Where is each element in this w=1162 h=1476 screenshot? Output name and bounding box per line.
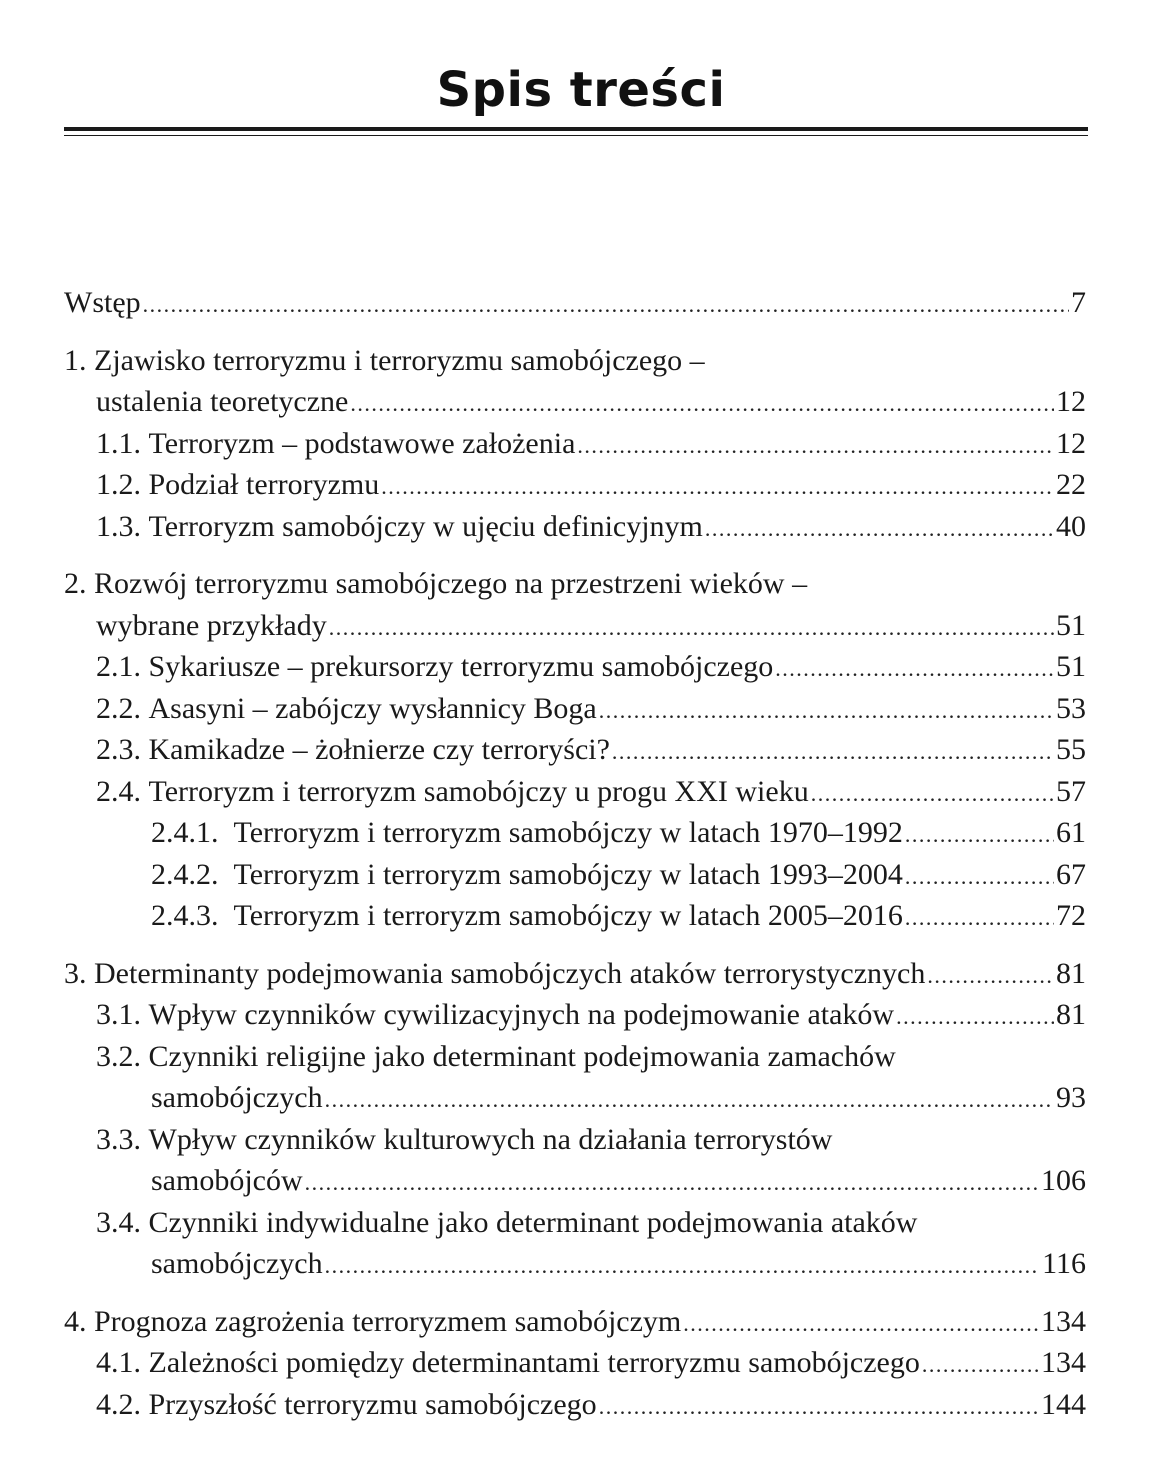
page-title: Spis treści [436,62,726,118]
toc-section-number: 3.4. [96,1205,141,1239]
dot-leader [143,284,1069,326]
toc-entry-label: Sykariusze – prekursorzy terroryzmu samobójczego [148,650,774,683]
toc-page-number: 12 [1056,426,1086,460]
toc-section-number: 2.4. [96,774,141,808]
toc-entry-label: Terroryzm i terroryzm samobójczy w latach 1993–2004 [233,857,903,891]
toc-entry-label: Wpływ czynników cywilizacyjnych na podejmowanie ataków [148,998,895,1031]
toc-chapter-1-line1 [64,340,1086,382]
toc-entry-label: Terroryzm samobójczy w ujęciu definicyjnym [148,509,703,543]
dot-leader [305,1162,1039,1204]
toc-section-number: 4.2. [96,1387,141,1421]
toc-entry-label: 2. Rozwój terroryzmu samobójczego na przestrzeni wieków – [64,567,808,600]
toc-section-number: 1.3. [96,509,141,543]
toc-section-3-3-line1 [64,1119,1086,1161]
toc-page-number: 40 [1056,509,1086,543]
toc-page-number: 67 [1056,857,1086,891]
toc-section-number: 2.4.3. [151,899,219,932]
toc-section-number: 2.1. [96,650,141,683]
toc-entry-label: 1. Zjawisko terroryzmu i terroryzmu samobójczego – [64,343,705,377]
toc-section-number: 2.2. [96,691,141,725]
toc-entry-label: samobójczych [151,1247,323,1280]
title-rule-thick [64,127,1088,131]
toc-entry-label: Czynniki indywidualne jako determinant podejmowania ataków [148,1205,918,1239]
toc-entry-label: samobójczych [151,1081,323,1114]
dot-leader [381,466,1054,508]
toc-section-number: 1.1. [96,426,141,460]
toc-section-number: 3.1. [96,998,141,1031]
toc-section-2-2 [64,688,1086,730]
toc-section-1-1 [64,423,1086,465]
dot-leader [350,383,1054,425]
toc-section-number: 2.3. [96,733,141,766]
dot-leader [612,731,1054,773]
toc-section-1-2 [64,464,1086,506]
toc-section-4-1 [64,1342,1086,1384]
toc-chapter-1-line2 [64,381,1086,423]
dot-leader [905,856,1054,898]
dot-leader [905,897,1054,939]
title-rule-thin [64,135,1088,136]
toc-page-number: 81 [1056,998,1086,1031]
toc-page-number: 22 [1056,468,1086,501]
toc-entry-label: samobójców [151,1164,303,1197]
toc-entry-label: Terroryzm i terroryzm samobójczy w latach 1970–1992 [233,816,903,849]
toc-section-3-4-line2 [64,1243,1086,1285]
toc-entry-label: Asasyni – zabójczy wysłannicy Boga [148,691,597,725]
toc-section-3-1 [64,994,1086,1036]
toc-page-number: 7 [1071,286,1086,319]
dot-leader [811,773,1054,815]
toc-section-number: 2.4.2. [151,857,219,891]
toc-page-number: 106 [1041,1164,1086,1197]
toc-section-number: 1.2. [96,468,141,501]
toc-page-number: 57 [1056,774,1086,808]
toc-entry-label: 3. Determinanty podejmowania samobójczych ataków terrorystycznych [64,956,926,990]
dot-leader [905,814,1054,856]
toc-entry-label: Wstęp [64,286,141,319]
toc-chapter-4 [64,1301,1086,1343]
toc-section-3-2-line2 [64,1077,1086,1119]
toc-subsection-2-4-1 [64,812,1086,854]
toc-page-number: 134 [1041,1346,1086,1379]
toc-entry-label: 4. Prognoza zagrożenia terroryzmem samobójczym [64,1304,682,1338]
toc-entry-label: Terroryzm i terroryzm samobójczy u progu XXI wieku [148,774,809,808]
dot-leader [896,996,1054,1038]
toc-entry-intro [64,282,1086,324]
toc-section-number: 2.4.1. [151,816,219,849]
toc-section-number: 3.2. [96,1039,141,1073]
dot-leader [922,1344,1039,1386]
toc-page-number: 51 [1056,608,1086,642]
toc-entry-label: Terroryzm i terroryzm samobójczy w latach 2005–2016 [233,899,903,932]
dot-leader [683,1303,1039,1345]
toc-entry-label: wybrane przykłady [96,608,327,642]
toc-section-number: 4.1. [96,1346,141,1379]
toc-section-2-1 [64,646,1086,688]
toc-entry-label: Przyszłość terroryzmu samobójczego [148,1387,597,1421]
toc-page-number: 51 [1056,650,1086,683]
toc-section-4-2 [64,1384,1086,1426]
dot-leader [329,607,1054,649]
toc-subsection-2-4-3 [64,895,1086,937]
toc-page-number: 55 [1056,733,1086,766]
toc-section-3-4-line1 [64,1202,1086,1244]
dot-leader [599,1386,1039,1428]
dot-leader [927,955,1054,997]
toc-entry-label: Terroryzm – podstawowe założenia [148,426,576,460]
toc-section-1-3 [64,506,1086,548]
toc-page-number: 81 [1056,956,1086,990]
toc-page-number: 134 [1041,1304,1086,1338]
dot-leader [325,1245,1041,1287]
toc-page-number: 53 [1056,691,1086,725]
toc-entry-label: Podział terroryzmu [148,468,380,501]
toc-page-number: 93 [1056,1081,1086,1114]
toc-page-number: 116 [1042,1247,1086,1280]
toc-chapter-2-line2 [64,605,1086,647]
toc-section-3-3-line2 [64,1160,1086,1202]
toc-page-number: 72 [1056,899,1086,932]
toc-subsection-2-4-2 [64,854,1086,896]
toc-section-2-4 [64,771,1086,813]
dot-leader [705,508,1054,550]
dot-leader [775,648,1054,690]
toc-page-number: 144 [1041,1387,1086,1421]
toc-entry-label: Wpływ czynników kulturowych na działania terrorystów [148,1122,833,1156]
toc-entry-label: Zależności pomiędzy determinantami terroryzmu samobójczego [148,1346,920,1379]
toc-chapter-2-line1 [64,563,1086,605]
dot-leader [325,1079,1054,1121]
dot-leader [577,425,1054,467]
toc-section-number: 3.3. [96,1122,141,1156]
toc-entry-label: Kamikadze – żołnierze czy terroryści? [148,733,610,766]
dot-leader [599,690,1054,732]
toc-section-2-3 [64,729,1086,771]
toc-chapter-3 [64,953,1086,995]
toc-entry-label: ustalenia teoretyczne [96,385,349,418]
toc-entry-label: Czynniki religijne jako determinant podejmowania zamachów [148,1039,896,1073]
toc-section-3-2-line1 [64,1036,1086,1078]
toc-page-number: 61 [1056,816,1086,849]
toc-page-number: 12 [1056,385,1086,418]
table-of-contents [64,282,1086,1425]
